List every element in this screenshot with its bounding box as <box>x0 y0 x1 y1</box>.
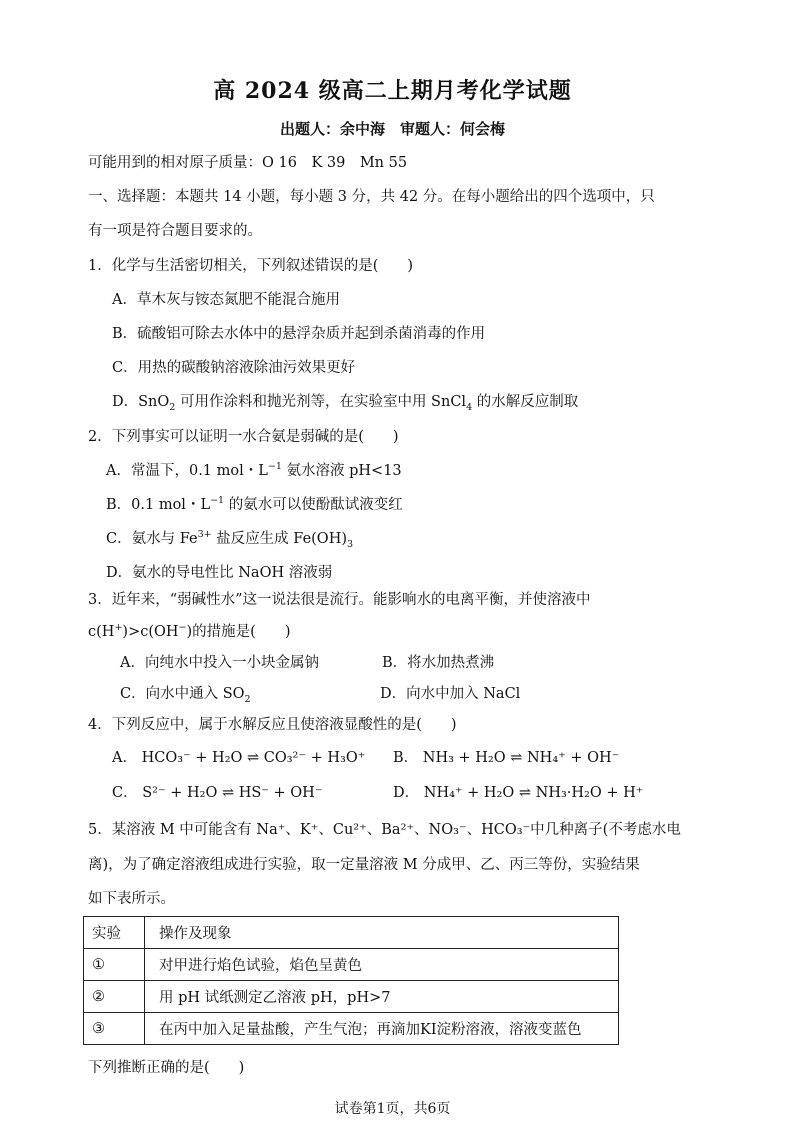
question-1-option-c: C．用热的碳酸钠溶液除油污效果更好 <box>112 360 356 376</box>
question-2-stem: 2．下列事实可以证明一水合氨是弱碱的是( ) <box>88 429 399 445</box>
question-3-option-b: B．将水加热煮沸 <box>382 655 495 671</box>
question-3-option-a: A．向纯水中投入一小块金属钠 <box>120 655 319 671</box>
section1-instructions-line2: 有一项是符合题目要求的。 <box>88 223 262 239</box>
equation-a: HCO₃⁻ + H₂O ⇌ CO₃²⁻ + H₃O⁺ <box>141 750 366 766</box>
page-footer: 试卷第1页，共6页 <box>334 1101 451 1117</box>
atomic-masses: 可能用到的相对原子质量：O 16 K 39 Mn 55 <box>88 155 408 171</box>
question-4-stem: 4．下列反应中，属于水解反应且使溶液显酸性的是( ) <box>88 717 457 733</box>
table-row <box>84 1013 619 1045</box>
page-title: 高 2024 级高二上期月考化学试题 <box>213 78 572 104</box>
question-4-option-a: A． HCO₃⁻ + H₂O ⇌ CO₃²⁻ + H₃O⁺ <box>112 750 366 766</box>
question-4-option-d: D． NH₄⁺ + H₂O ⇌ NH₃·H₂O + H⁺ <box>393 785 644 801</box>
question-2-option-c: C．氨水与 $Fe^{3+}$ 盐反应生成 $Fe(OH)_3$ <box>106 529 354 550</box>
table-cell-number: ② <box>84 981 145 1013</box>
table-header-row <box>84 917 619 949</box>
question-3-stem: 3．近年来，“弱碱性水”这一说法很是流行。能影响水的电离平衡，并使溶液中 <box>88 592 591 608</box>
table-row <box>84 981 619 1013</box>
question-5-stem-line3: 如下表所示。 <box>88 891 175 907</box>
question-5-prompt: 下列推断正确的是( ) <box>88 1060 245 1076</box>
question-5-stem-line2: 离)，为了确定溶液组成进行实验，取一定量溶液 M 分成甲、乙、丙三等份，实验结果 <box>88 857 640 873</box>
question-5-stem-line1: 5．某溶液 M 中可能含有 Na⁺、K⁺、Cu²⁺、Ba²⁺、NO₃⁻、HCO₃⁻中几种离子(不考虑水电 <box>88 822 681 838</box>
question-2-option-d: D．氨水的导电性比 NaOH 溶液弱 <box>106 565 333 581</box>
question-1-stem: 1．化学与生活密切相关，下列叙述错误的是( ) <box>88 258 414 274</box>
section1-instructions-line1: 一、选择题：本题共 14 小题，每小题 3 分，共 42 分。在每小题给出的四个选项中，只 <box>88 189 655 205</box>
question-4-option-b: B． NH₃ + H₂O ⇌ NH₄⁺ + OH⁻ <box>393 750 620 766</box>
experiment-table <box>83 916 619 1045</box>
table-cell-operation: 对甲进行焰色试验，焰色呈黄色 <box>145 949 619 981</box>
question-3-option-c: C．向水中通入 $SO_2$ <box>120 686 251 705</box>
table-cell-operation: 用 pH 试纸测定乙溶液 pH，pH>7 <box>145 981 619 1013</box>
question-3-stem-line2: c(H+)>c(OH−)的措施是( ) <box>88 622 291 640</box>
table-header-cell: 实验 <box>84 917 145 949</box>
question-4-option-c: C． S²⁻ + H₂O ⇌ HS⁻ + OH⁻ <box>112 785 323 801</box>
question-1-option-b: B．硫酸铝可除去水体中的悬浮杂质并起到杀菌消毒的作用 <box>112 326 486 342</box>
equation-b: NH₃ + H₂O ⇌ NH₄⁺ + OH⁻ <box>422 750 620 766</box>
question-2-option-a: A．常温下，0.1 mol・$L^{-1}$ 氨水溶液 pH<13 <box>106 461 402 479</box>
question-1-option-d: D．SnO$_2$ 可用作涂料和抛光剂等，在实验室中用 SnCl$_4$ 的水解反应制取 <box>112 394 579 413</box>
table-cell-operation: 在丙中加入足量盐酸，产生气泡；再滴加KI淀粉溶液，溶液变蓝色 <box>145 1013 619 1045</box>
table-cell-number: ① <box>84 949 145 981</box>
question-3-option-d: D．向水中加入 NaCl <box>380 686 521 702</box>
table-row <box>84 949 619 981</box>
question-1-option-a: A．草木灰与铵态氮肥不能混合施用 <box>112 292 340 308</box>
table-cell-number: ③ <box>84 1013 145 1045</box>
equation-c: S²⁻ + H₂O ⇌ HS⁻ + OH⁻ <box>142 785 323 801</box>
table-header-cell: 操作及现象 <box>145 917 619 949</box>
question-2-option-b: B．0.1 mol・$L^{-1}$ 的氨水可以使酚酞试液变红 <box>106 495 403 513</box>
equation-d: NH₄⁺ + H₂O ⇌ NH₃·H₂O + H⁺ <box>423 785 644 801</box>
authors-line: 出题人：余中海 审题人：何会梅 <box>279 120 505 138</box>
